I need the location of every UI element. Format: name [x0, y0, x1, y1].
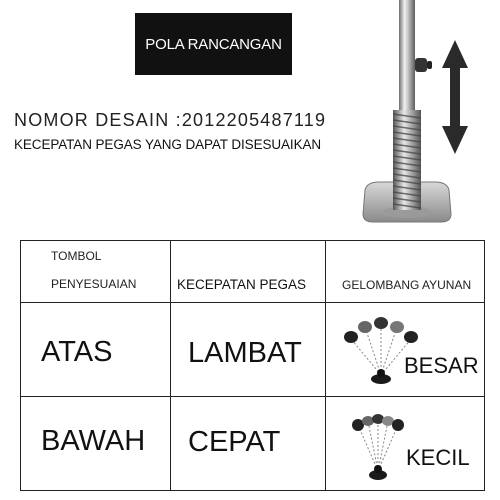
cell-text: CEPAT [188, 426, 281, 458]
cell-speed [171, 303, 326, 397]
spec-table [20, 240, 485, 491]
cell-button [21, 397, 171, 491]
header-adjust-button [21, 241, 171, 303]
title-box [135, 13, 292, 75]
cell-text: ATAS [41, 336, 113, 368]
header-label: GELOMBANG AYUNAN [342, 278, 472, 292]
cell-button [21, 303, 171, 397]
cell-text: BAWAH [41, 425, 146, 457]
header-label: KECEPATAN PEGAS [177, 277, 307, 292]
spring-coils [393, 110, 421, 210]
table-header-row [21, 241, 485, 303]
page-title: POLA RANCANGAN [145, 35, 282, 53]
table-row [21, 303, 485, 397]
cell-swing [326, 303, 485, 397]
cell-speed [171, 397, 326, 491]
table-row [21, 397, 485, 491]
cell-swing [326, 397, 485, 491]
swing-label: KECIL [406, 445, 470, 470]
spring-base-illustration [355, 0, 500, 235]
header-swing-wave [326, 241, 485, 303]
header-label-line1: TOMBOL [51, 249, 102, 263]
small-swing-icon [346, 413, 410, 483]
header-spring-speed [171, 241, 326, 303]
swing-label: BESAR [404, 353, 479, 378]
double-arrow-icon [442, 40, 468, 154]
subtitle: KECEPATAN PEGAS YANG DAPAT DISESUAIKAN [14, 137, 322, 152]
header-label-line2: PENYESUAIAN [51, 277, 137, 291]
cell-text: LAMBAT [188, 337, 302, 369]
design-number: NOMOR DESAIN :2012205487119 [14, 110, 327, 130]
